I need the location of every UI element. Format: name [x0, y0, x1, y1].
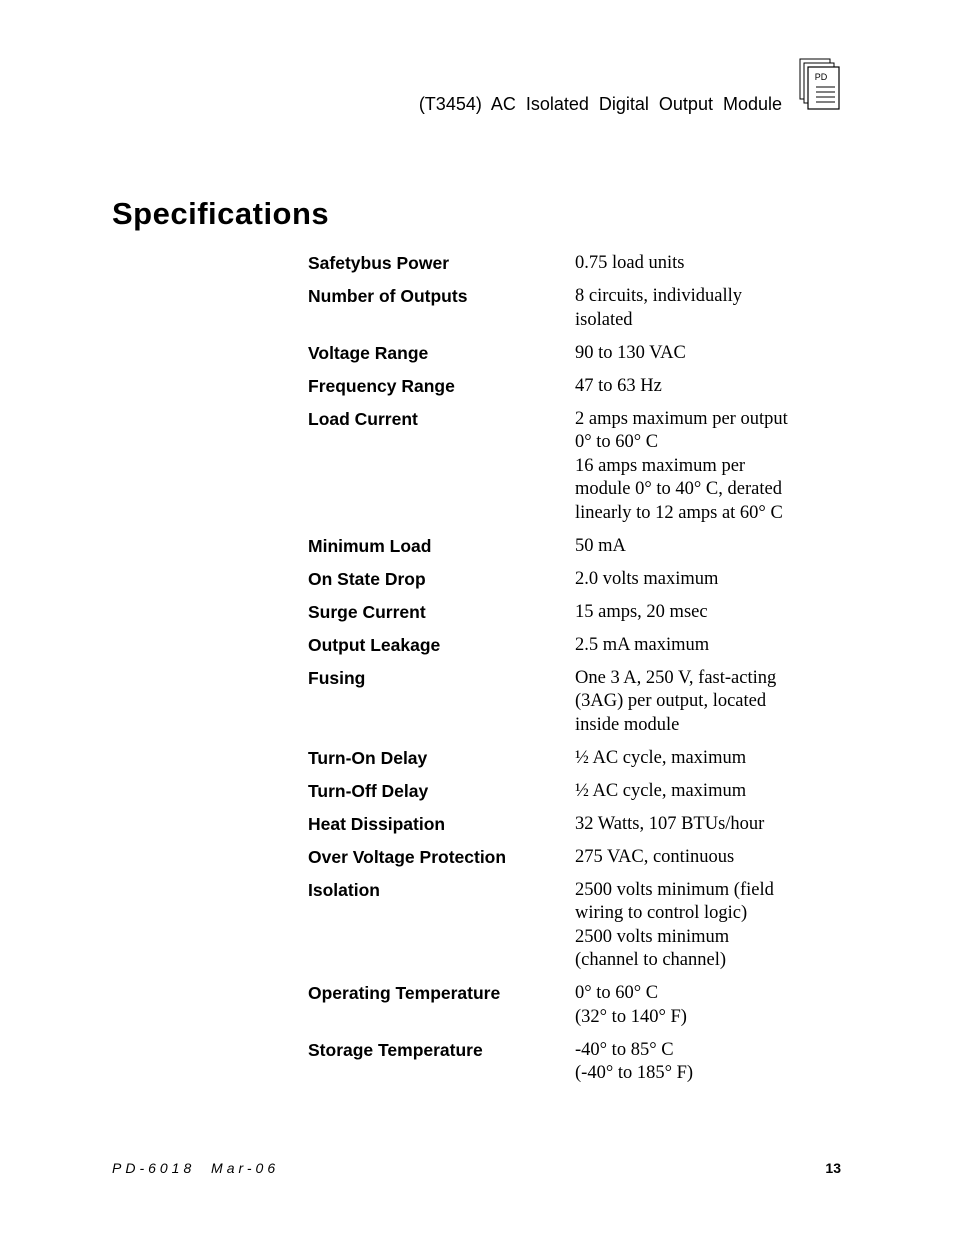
- spec-row: [308, 342, 848, 366]
- spec-value: [575, 408, 835, 526]
- spec-label: Turn-On Delay: [308, 747, 428, 768]
- spec-label: Storage Temperature: [308, 1039, 483, 1060]
- spec-value: [575, 252, 835, 276]
- spec-row: [308, 375, 848, 399]
- spec-value: [575, 780, 835, 804]
- spec-label: Safetybus Power: [308, 253, 450, 273]
- spec-value-line: wiring to control logic): [575, 903, 748, 923]
- spec-row: [308, 535, 848, 559]
- page-number: 13: [825, 1160, 841, 1176]
- spec-row: [308, 747, 848, 771]
- spec-value-line: ½ AC cycle, maximum: [575, 780, 747, 801]
- spec-value-line: ½ AC cycle, maximum: [575, 747, 747, 768]
- spec-value-line: 50 mA: [575, 535, 626, 556]
- spec-value: [575, 601, 835, 625]
- spec-value-line: 2500 volts minimum (field: [575, 879, 774, 900]
- spec-value-line: 0° to 60° C: [575, 983, 659, 1003]
- spec-value: [575, 813, 835, 837]
- spec-label: Turn-Off Delay: [308, 780, 429, 801]
- spec-value-line: 0.75 load units: [575, 253, 685, 273]
- spec-row: [308, 982, 848, 1029]
- header-title: (T3454) AC Isolated Digital Output Module: [418, 94, 782, 114]
- spec-value-line: isolated: [575, 309, 633, 330]
- spec-value-line: 16 amps maximum per: [575, 455, 746, 476]
- spec-row: [308, 846, 848, 870]
- spec-value: [575, 747, 835, 771]
- spec-value: [575, 568, 835, 592]
- spec-value: [575, 535, 835, 559]
- spec-value-line: (32° to 140° F): [575, 1006, 687, 1027]
- spec-value-line: 0° to 60° C: [575, 432, 659, 452]
- spec-value-line: 2.0 volts maximum: [575, 568, 719, 589]
- spec-label: Surge Current: [308, 601, 426, 622]
- page-title: Specifications: [112, 196, 330, 231]
- spec-row: [308, 667, 848, 738]
- spec-value-line: 90 to 130 VAC: [575, 342, 686, 363]
- spec-label: Voltage Range: [308, 342, 429, 363]
- spec-label: Output Leakage: [308, 634, 441, 655]
- spec-label: Fusing: [308, 667, 366, 688]
- spec-row: [308, 634, 848, 658]
- spec-value: [575, 342, 835, 366]
- spec-row: [308, 285, 848, 332]
- spec-value: [575, 375, 835, 399]
- spec-value-line: (channel to channel): [575, 950, 727, 970]
- spec-row: [308, 568, 848, 592]
- spec-row: [308, 879, 848, 973]
- spec-label: Frequency Range: [308, 375, 455, 396]
- spec-value-line: 275 VAC, continuous: [575, 846, 735, 867]
- spec-value-line: module 0° to 40° C, derated: [575, 479, 782, 499]
- spec-value-line: 2 amps maximum per output: [575, 408, 788, 429]
- spec-label: Load Current: [308, 408, 418, 429]
- spec-value: [575, 667, 835, 738]
- pd-document-icon: [799, 58, 841, 111]
- spec-label: Minimum Load: [308, 535, 432, 556]
- spec-label: Number of Outputs: [308, 286, 468, 306]
- spec-value-line: inside module: [575, 714, 680, 735]
- spec-value: [575, 846, 835, 870]
- spec-value-line: 15 amps, 20 msec: [575, 601, 708, 622]
- spec-value-line: -40° to 85° C: [575, 1039, 674, 1060]
- spec-value-line: 32 Watts, 107 BTUs/hour: [575, 813, 765, 834]
- spec-label: Heat Dissipation: [308, 813, 446, 834]
- spec-label: Operating Temperature: [308, 983, 501, 1003]
- spec-label: Over Voltage Protection: [308, 846, 507, 867]
- spec-value: [575, 285, 835, 332]
- spec-row: [308, 780, 848, 804]
- spec-label: On State Drop: [308, 568, 426, 589]
- spec-value-line: linearly to 12 amps at 60° C: [575, 502, 783, 523]
- spec-value-line: (3AG) per output, located: [575, 691, 767, 711]
- spec-value: [575, 879, 835, 973]
- specifications-list: [308, 252, 848, 1095]
- logo-text: PD: [814, 72, 828, 82]
- spec-value: [575, 634, 835, 658]
- spec-value: [575, 1039, 835, 1086]
- spec-value: [575, 982, 835, 1029]
- spec-row: [308, 601, 848, 625]
- spec-row: [308, 1039, 848, 1086]
- spec-value-line: One 3 A, 250 V, fast-acting: [575, 667, 777, 688]
- spec-label: Isolation: [308, 879, 380, 900]
- spec-row: [308, 813, 848, 837]
- spec-value-line: 2500 volts minimum: [575, 926, 730, 947]
- spec-row: [308, 252, 848, 276]
- footer-document-id: PD-6018 Mar-06: [112, 1160, 280, 1176]
- spec-value-line: (-40° to 185° F): [575, 1063, 694, 1083]
- spec-value-line: 2.5 mA maximum: [575, 634, 710, 655]
- spec-value-line: 47 to 63 Hz: [575, 375, 662, 396]
- spec-row: [308, 408, 848, 526]
- spec-value-line: 8 circuits, individually: [575, 286, 742, 306]
